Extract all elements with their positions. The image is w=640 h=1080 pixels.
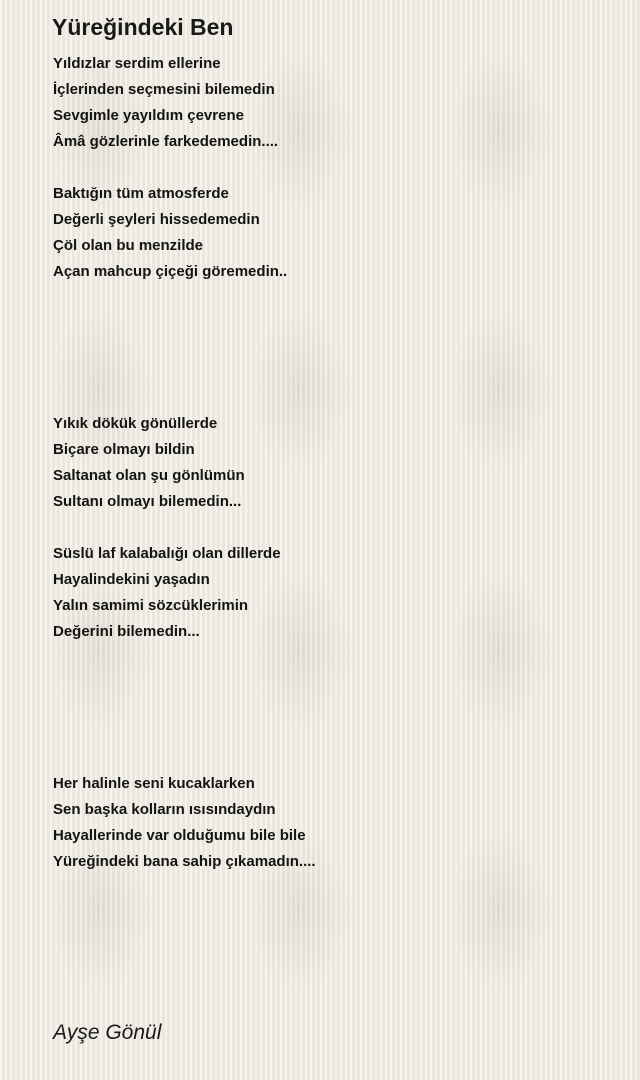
poem-line: Değerini bilemedin... <box>53 623 200 640</box>
poem-line: İçlerinden seçmesini bilemedin <box>53 81 275 98</box>
poem-line: Baktığın tüm atmosferde <box>53 185 229 202</box>
poem-line: Âmâ gözlerinle farkedemedin.... <box>53 133 279 150</box>
stanza-5 <box>53 771 316 875</box>
stanza-2 <box>53 181 287 285</box>
poem-line: Sen başka kolların ısısındaydın <box>53 801 276 818</box>
poem-title: Yüreğindeki Ben <box>52 14 234 40</box>
poem-line: Açan mahcup çiçeği göremedin.. <box>53 263 288 280</box>
stanza-4 <box>53 541 281 645</box>
poem-line: Yalın samimi sözcüklerimin <box>53 597 249 614</box>
poem-line: Sevgimle yayıldım çevrene <box>53 107 244 124</box>
poem-line: Biçare olmayı bildin <box>53 441 195 458</box>
poem-line: Sultanı olmayı bilemedin... <box>53 493 242 510</box>
poem-line: Saltanat olan şu gönlümün <box>53 467 245 484</box>
stanza-1 <box>53 51 278 155</box>
author-signature: Ayşe Gönül <box>53 1021 162 1044</box>
poem-line: Süslü laf kalabalığı olan dillerde <box>53 545 281 562</box>
poem-line: Yıkık dökük gönüllerde <box>53 415 218 432</box>
poem-line: Yüreğindeki bana sahip çıkamadın.... <box>53 853 316 870</box>
poem-line: Çöl olan bu menzilde <box>53 237 204 254</box>
poem-line: Yıldızlar serdim ellerine <box>53 55 221 72</box>
poem-line: Değerli şeyleri hissedemedin <box>53 211 260 228</box>
poem-line: Hayallerinde var olduğumu bile bile <box>53 827 306 844</box>
stanza-3 <box>53 411 245 515</box>
poem-line: Her halinle seni kucaklarken <box>53 775 255 792</box>
poem-line: Hayalindekini yaşadın <box>53 571 210 588</box>
